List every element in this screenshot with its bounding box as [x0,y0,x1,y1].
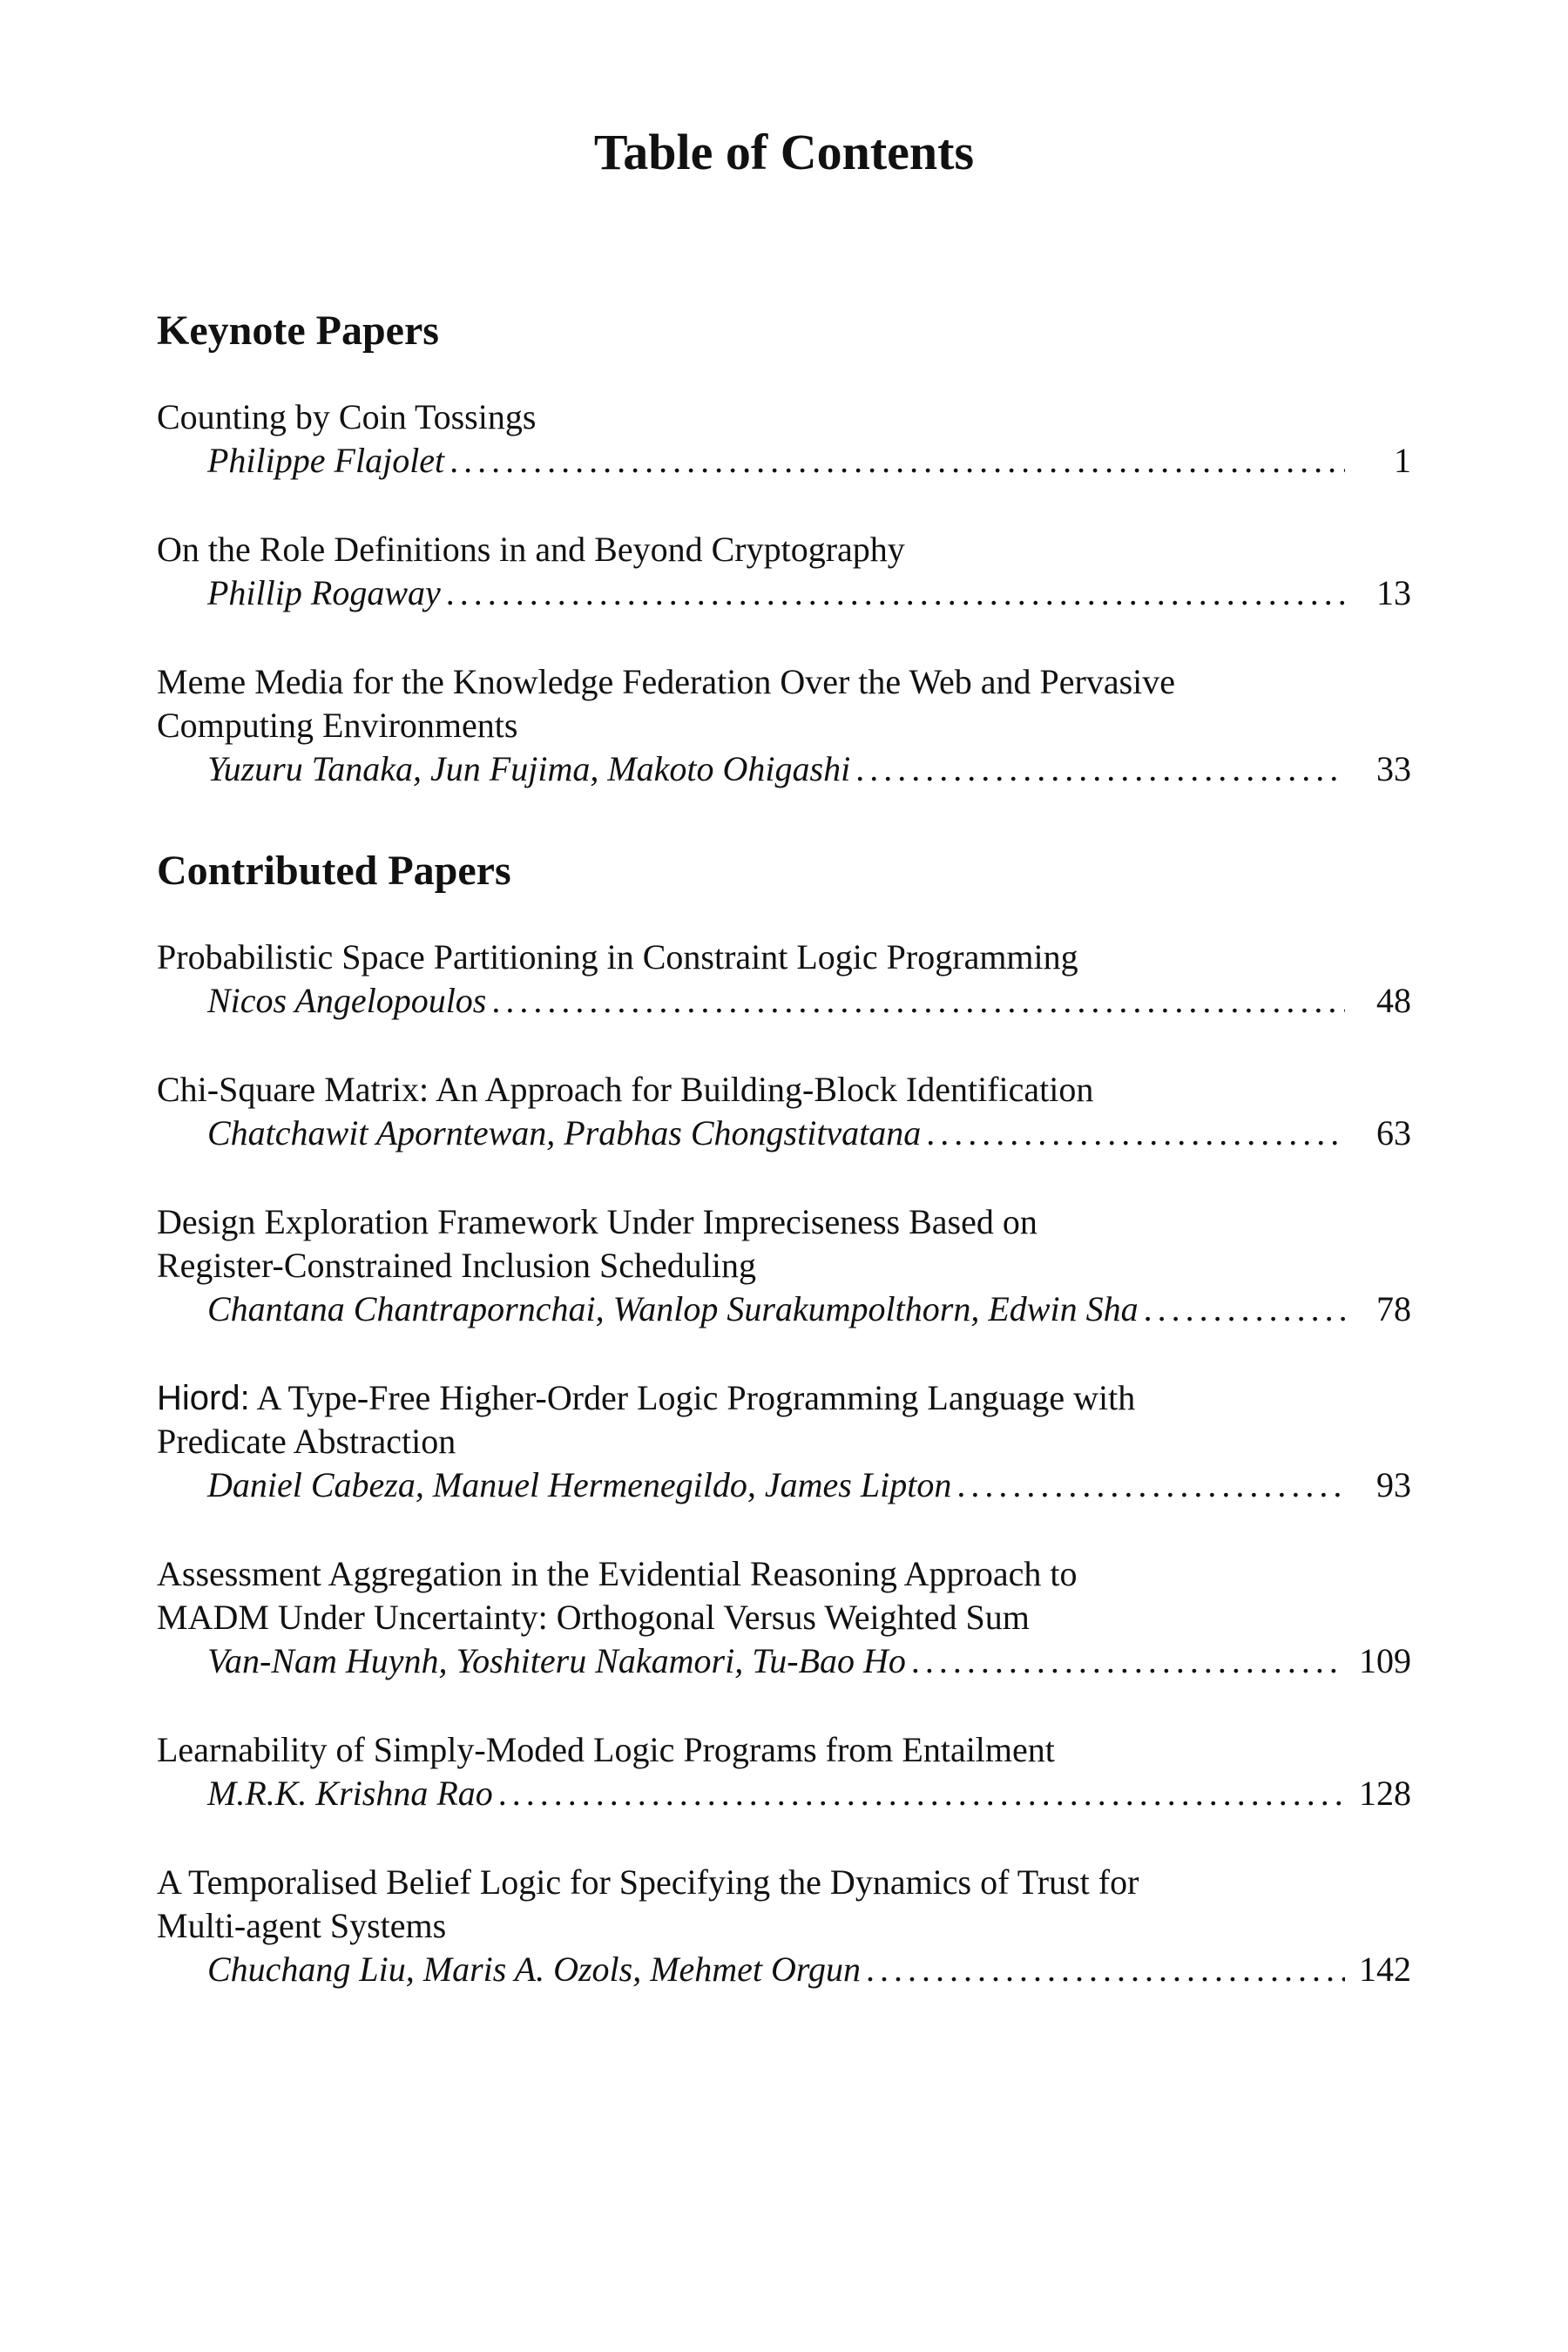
entry-title: Chi-Square Matrix: An Approach for Building-Block Identification [157,1070,1094,1109]
toc-entry[interactable] [157,528,1411,615]
entry-page-number: 109 [1359,1641,1411,1680]
entry-title-prefix: Hiord: [157,1379,250,1417]
keynote-heading: Keynote Papers [157,308,439,354]
entry-page-number: 1 [1394,441,1411,480]
entry-title-continued: Multi-agent Systems [157,1906,447,1945]
entry-page-number: 93 [1376,1465,1411,1504]
entry-title-continued: Register-Constrained Inclusion Scheduling [157,1246,756,1285]
contributed-heading: Contributed Papers [157,848,511,894]
entry-authors-line [157,1948,1411,1991]
entry-title: A Temporalised Belief Logic for Specifying the Dynamics of Trust for [157,1862,1139,1902]
entry-authors-line [157,1463,1411,1507]
entry-authors: Chatchawit Aporntewan, Prabhas Chongstitvatana [207,1113,922,1152]
entry-page-number: 33 [1376,749,1411,788]
toc-entry[interactable] [157,660,1411,791]
entry-authors-line [157,979,1411,1023]
dot-leader [498,1772,1345,1815]
dot-leader [911,1639,1345,1683]
keynote-section [157,305,1411,836]
entry-authors-line [157,1112,1411,1155]
dot-leader [956,1463,1345,1507]
entry-title: Assessment Aggregation in the Evidential Reasoning Approach to [157,1554,1078,1593]
entry-title: On the Role Definitions in and Beyond Cryptography [157,530,905,569]
dot-leader [866,1948,1345,1991]
dot-leader [926,1112,1345,1155]
dot-leader [855,747,1345,791]
entry-authors-line [157,747,1411,791]
entry-authors-line [157,439,1411,483]
toc-entry[interactable] [157,395,1411,483]
entry-title: Learnability of Simply-Moded Logic Programs from Entailment [157,1730,1055,1769]
entry-title-continued: MADM Under Uncertainty: Orthogonal Versus Weighted Sum [157,1598,1030,1637]
entry-title: Meme Media for the Knowledge Federation Over the Web and Pervasive [157,662,1176,701]
entry-title [157,1376,1411,1420]
contributed-section [157,845,1411,2037]
dot-leader [1144,1288,1345,1331]
entry-authors: Chuchang Liu, Maris A. Ozols, Mehmet Orgun [207,1950,861,1989]
toc-entry[interactable] [157,1552,1411,1683]
entry-authors-line [157,1772,1411,1815]
entry-title: Design Exploration Framework Under Impreciseness Based on [157,1202,1037,1241]
entry-authors: Phillip Rogaway [207,573,441,612]
entry-title: Counting by Coin Tossings [157,397,537,436]
entry-title-continued: Predicate Abstraction [157,1422,456,1461]
entry-page-number: 63 [1376,1113,1411,1152]
page-title: Table of Contents [593,124,975,180]
toc-entry[interactable] [157,1861,1411,1991]
entry-authors: Yuzuru Tanaka, Jun Fujima, Makoto Ohigashi [207,749,851,788]
entry-page-number: 128 [1359,1774,1411,1813]
dot-leader [449,439,1345,483]
entry-authors: Chantana Chantrapornchai, Wanlop Surakumpolthorn, Edwin Sha [207,1289,1139,1328]
toc-entry[interactable] [157,1728,1411,1815]
dot-leader [491,979,1345,1023]
entry-title-continued: Computing Environments [157,706,518,745]
entry-authors: Nicos Angelopoulos [207,981,487,1020]
entry-page-number: 78 [1376,1289,1411,1328]
entry-authors-line [157,571,1411,615]
entry-page-number: 48 [1376,981,1411,1020]
entry-authors-line [157,1288,1411,1331]
entry-authors: M.R.K. Krishna Rao [207,1774,493,1813]
toc-entry[interactable] [157,1376,1411,1507]
dot-leader [446,571,1345,615]
entry-page-number: 142 [1359,1950,1411,1989]
toc-entry[interactable] [157,1200,1411,1331]
entry-title-rest: A Type-Free Higher-Order Logic Programming Language with [249,1378,1136,1417]
entry-page-number: 13 [1376,573,1411,612]
entry-authors-line [157,1639,1411,1683]
entry-title: Probabilistic Space Partitioning in Constraint Logic Programming [157,937,1078,977]
toc-page [157,0,1429,2352]
toc-entry[interactable] [157,1068,1411,1155]
toc-entry[interactable] [157,936,1411,1023]
entry-authors: Van-Nam Huynh, Yoshiteru Nakamori, Tu-Bao Ho [207,1641,906,1680]
entry-authors: Daniel Cabeza, Manuel Hermenegildo, James Lipton [207,1465,952,1504]
entry-authors: Philippe Flajolet [207,441,445,480]
